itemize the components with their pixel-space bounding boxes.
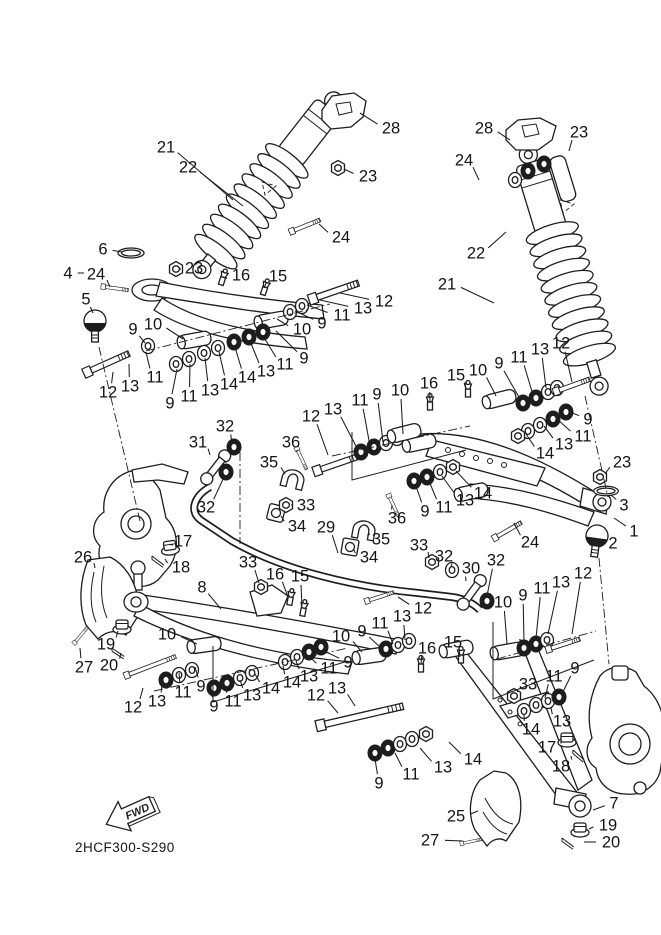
callout-14: 14 <box>473 484 493 503</box>
callout-leader-32 <box>214 477 224 499</box>
callout-18: 18 <box>551 757 571 776</box>
callout-leader-13 <box>442 476 455 494</box>
callout-12: 12 <box>551 334 571 353</box>
flange-nut <box>571 823 589 837</box>
callout-13: 13 <box>554 435 574 454</box>
washer <box>212 341 225 356</box>
shock-mount-bushing <box>537 156 552 173</box>
callout-14: 14 <box>463 750 483 769</box>
callout-leader-24 <box>319 224 328 232</box>
bolt <box>82 349 131 378</box>
callout-leader-17 <box>169 544 173 545</box>
callout-leader-14 <box>219 352 225 375</box>
callout-9: 9 <box>518 586 528 605</box>
callout-13: 13 <box>323 400 343 419</box>
callout-leader-9 <box>172 369 177 394</box>
callout-5: 5 <box>81 290 91 309</box>
callout-leader-35 <box>281 467 285 474</box>
callout-35: 35 <box>259 453 279 472</box>
callout-34: 34 <box>359 548 379 567</box>
callout-11: 11 <box>174 683 192 702</box>
bolt <box>72 626 90 646</box>
axis-line <box>599 558 609 664</box>
nut <box>280 498 293 513</box>
callout-leader-11 <box>429 481 437 499</box>
callout-leader-22 <box>488 232 506 248</box>
callout-23: 23 <box>358 167 378 186</box>
callout-9: 9 <box>196 677 206 696</box>
callout-13: 13 <box>299 667 319 686</box>
callout-leader-1 <box>614 518 626 526</box>
callout-leader-12 <box>340 293 369 299</box>
washer <box>406 732 419 747</box>
bolt <box>315 701 404 732</box>
callout-9: 9 <box>570 659 580 678</box>
callout-leader-13 <box>544 426 553 438</box>
callout-leader-14 <box>456 471 471 487</box>
callout-32: 32 <box>196 498 216 517</box>
callout-13: 13 <box>455 491 475 510</box>
callout-12: 12 <box>413 599 433 618</box>
callout-12: 12 <box>573 564 593 583</box>
shock-mount-bushing <box>521 163 536 180</box>
callout-23: 23 <box>612 453 632 472</box>
callout-28: 28 <box>381 119 401 138</box>
callout-leader-14 <box>235 347 241 369</box>
callout-leader-23 <box>569 140 572 151</box>
callout-7: 7 <box>609 794 619 813</box>
bushing <box>368 745 383 762</box>
callout-leader-11 <box>190 364 191 387</box>
callout-4: 4 <box>63 264 73 283</box>
callout-leader-10 <box>487 377 497 396</box>
callout-14: 14 <box>282 673 302 692</box>
callout-24: 24 <box>520 533 540 552</box>
callout-11: 11 <box>371 614 389 633</box>
callout-23: 23 <box>184 259 204 278</box>
callout-19: 19 <box>598 816 618 835</box>
nut <box>332 161 345 176</box>
callout-10: 10 <box>493 593 513 612</box>
callout-leader-32 <box>487 569 492 596</box>
callout-12: 12 <box>306 686 326 705</box>
callout-16: 16 <box>265 565 285 584</box>
upper-bracket-right <box>506 118 556 150</box>
flange-nut <box>113 620 131 634</box>
callout-leader-13 <box>348 694 355 706</box>
callout-13: 13 <box>392 607 412 626</box>
sway-bar-bushing <box>341 538 360 557</box>
callout-32: 32 <box>215 417 235 436</box>
callout-16: 16 <box>417 639 437 658</box>
washer <box>434 465 447 480</box>
callout-9: 9 <box>317 314 327 333</box>
callout-leader-12 <box>317 424 328 455</box>
callout-leader-11 <box>395 753 402 767</box>
bushing <box>227 439 242 456</box>
callout-11: 11 <box>533 579 551 598</box>
callout-9: 9 <box>372 385 382 404</box>
grease-fitting <box>217 268 229 286</box>
bushing <box>220 675 235 692</box>
fwd-arrow <box>100 788 162 839</box>
callout-leader-16 <box>226 277 227 279</box>
callout-9: 9 <box>343 653 353 672</box>
bushing <box>207 680 222 697</box>
callout-leader-11 <box>146 352 150 369</box>
callout-leader-16 <box>421 656 422 664</box>
callout-9: 9 <box>374 774 384 793</box>
callout-leader-9 <box>378 403 383 442</box>
callout-23: 23 <box>569 123 589 142</box>
bushing <box>219 464 234 481</box>
callout-20: 20 <box>99 656 119 675</box>
grease-fitting <box>299 599 309 616</box>
callout-9: 9 <box>583 410 593 429</box>
callout-15: 15 <box>290 567 310 586</box>
callout-30: 30 <box>461 559 481 578</box>
callout-14: 14 <box>219 375 239 394</box>
callout-11: 11 <box>180 387 198 406</box>
o-ring <box>594 486 619 496</box>
callout-leader-10 <box>166 328 183 339</box>
callout-15: 15 <box>446 366 466 385</box>
o-ring <box>118 248 144 258</box>
bolt <box>460 837 482 846</box>
callout-leader-12 <box>572 582 580 634</box>
washer <box>183 352 196 367</box>
callout-36: 36 <box>387 509 407 528</box>
callout-leader-31 <box>208 449 210 455</box>
callout-6: 6 <box>98 240 108 259</box>
bushing <box>227 334 242 351</box>
callout-13: 13 <box>147 692 167 711</box>
callout-leader-7 <box>593 806 605 810</box>
callout-10: 10 <box>468 361 488 380</box>
callout-1: 1 <box>629 522 639 541</box>
callout-24: 24 <box>86 265 106 284</box>
callout-26: 26 <box>73 548 93 567</box>
washer <box>509 173 522 188</box>
callout-leader-12 <box>140 688 143 699</box>
callout-leader-14 <box>449 742 461 754</box>
callout-11: 11 <box>574 427 592 446</box>
knuckle-right <box>587 666 661 794</box>
callout-29: 29 <box>316 518 336 537</box>
callout-24: 24 <box>454 151 474 170</box>
callout-10: 10 <box>390 381 410 400</box>
callout-11: 11 <box>351 391 369 410</box>
callout-21: 21 <box>437 275 457 294</box>
callout-12: 12 <box>123 698 143 717</box>
spring-marker-right <box>560 200 574 213</box>
callout-24: 24 <box>331 228 351 247</box>
callout-12: 12 <box>374 292 394 311</box>
bushing <box>242 329 257 346</box>
callout-16: 16 <box>419 374 439 393</box>
washer <box>186 663 199 678</box>
callout-2: 2 <box>608 534 618 553</box>
callout-leader-18 <box>571 756 572 760</box>
bolt <box>288 217 321 235</box>
ball-joint <box>583 524 609 559</box>
callout-leader-13 <box>542 358 546 388</box>
flange-nut <box>558 733 576 747</box>
bushing <box>407 473 422 490</box>
washer <box>234 671 247 686</box>
callout-11: 11 <box>545 667 563 686</box>
callout-35: 35 <box>371 530 391 549</box>
callout-leader-12 <box>398 597 409 604</box>
callout-9: 9 <box>357 622 367 641</box>
washer <box>530 698 543 713</box>
callout-9: 9 <box>165 394 175 413</box>
callout-19: 19 <box>96 635 116 654</box>
callout-leader-10 <box>504 611 507 644</box>
callout-9: 9 <box>209 697 219 716</box>
callout-leader-9 <box>562 676 571 694</box>
callout-13: 13 <box>551 573 571 592</box>
callout-11: 11 <box>276 355 294 374</box>
bushing-clamp <box>280 468 306 491</box>
callout-12: 12 <box>98 383 118 402</box>
callout-32: 32 <box>486 551 506 570</box>
bolt <box>307 278 360 305</box>
callout-17: 17 <box>537 738 557 757</box>
callout-10: 10 <box>143 315 163 334</box>
callout-leader-11 <box>524 365 533 395</box>
callout-34: 34 <box>287 517 307 536</box>
callout-15: 15 <box>443 633 463 652</box>
callout-14: 14 <box>261 679 281 698</box>
callout-leader-12 <box>328 701 338 713</box>
callout-9: 9 <box>494 354 504 373</box>
callout-22: 22 <box>466 244 486 263</box>
bushing <box>420 469 435 486</box>
callout-10: 10 <box>157 625 177 644</box>
callout-leader-33 <box>255 570 259 583</box>
washer <box>534 418 547 433</box>
callout-13: 13 <box>200 381 220 400</box>
callout-leader-13 <box>250 341 259 363</box>
callout-16: 16 <box>231 266 251 285</box>
callout-28: 28 <box>474 119 494 138</box>
callout-leader-13 <box>205 358 208 381</box>
callout-10: 10 <box>292 320 312 339</box>
washer <box>279 655 292 670</box>
callout-leader-23 <box>344 169 354 174</box>
callout-leader-11 <box>536 597 540 638</box>
callout-leader-2 <box>604 540 606 541</box>
callout-13: 13 <box>353 299 373 318</box>
callout-leader-9 <box>416 486 422 503</box>
washer <box>246 666 259 681</box>
callout-33: 33 <box>238 553 258 572</box>
washer <box>170 357 183 372</box>
skid-plate <box>470 771 520 846</box>
callout-11: 11 <box>510 348 528 367</box>
callout-8: 8 <box>197 578 207 597</box>
bolt <box>101 284 129 293</box>
bushing <box>256 324 271 341</box>
callout-9: 9 <box>299 349 309 368</box>
callout-33: 33 <box>296 496 316 515</box>
callout-leader-27 <box>445 840 463 841</box>
callout-25: 25 <box>446 807 466 826</box>
callout-15: 15 <box>268 267 288 286</box>
callout-13: 13 <box>327 679 347 698</box>
callout-14: 14 <box>237 368 257 387</box>
washer <box>198 346 211 361</box>
nut <box>512 429 525 444</box>
bushing <box>546 411 561 428</box>
callout-leader-13 <box>420 748 432 761</box>
callout-32: 32 <box>434 547 454 566</box>
callout-leader-12 <box>112 372 113 383</box>
callout-13: 13 <box>530 340 550 359</box>
callout-leader-23 <box>605 467 610 474</box>
callout-17: 17 <box>173 532 193 551</box>
callout-13: 13 <box>256 362 276 381</box>
callout-13: 13 <box>242 686 262 705</box>
callout-33: 33 <box>409 536 429 555</box>
callout-31: 31 <box>188 433 208 452</box>
callout-18: 18 <box>171 558 191 577</box>
callout-14: 14 <box>535 444 555 463</box>
callout-22: 22 <box>178 158 198 177</box>
pivot-collar <box>481 388 517 410</box>
callout-leader-28 <box>360 113 378 124</box>
callout-11: 11 <box>320 659 338 678</box>
callout-9: 9 <box>420 502 430 521</box>
callout-leader-11 <box>363 409 370 446</box>
callout-leader-3 <box>611 495 616 500</box>
callout-11: 11 <box>435 498 453 517</box>
callout-36: 36 <box>281 433 301 452</box>
callout-3: 3 <box>619 496 629 515</box>
callout-20: 20 <box>601 833 621 852</box>
callout-11: 11 <box>146 368 164 387</box>
washer <box>394 737 407 752</box>
bushing <box>159 672 174 689</box>
callout-21: 21 <box>156 138 176 157</box>
callout-13: 13 <box>433 758 453 777</box>
bushing <box>516 395 531 412</box>
ball-joint <box>84 310 106 342</box>
bushing <box>552 689 567 706</box>
callout-27: 27 <box>420 831 440 850</box>
callout-11: 11 <box>402 765 420 784</box>
washer <box>284 305 297 320</box>
callout-leader-19 <box>589 827 593 829</box>
callout-11: 11 <box>224 692 242 711</box>
fwd-label: FWD <box>123 801 152 823</box>
callout-11: 11 <box>333 306 351 325</box>
callout-33: 33 <box>518 675 538 694</box>
callout-leader-13 <box>341 417 358 450</box>
callout-12: 12 <box>301 407 321 426</box>
callout-leader-24 <box>473 167 479 180</box>
callout-27: 27 <box>74 658 94 677</box>
callout-leader-11 <box>557 419 571 431</box>
callout-leader-29 <box>332 535 338 553</box>
callout-13: 13 <box>552 712 572 731</box>
callout-13: 13 <box>120 377 140 396</box>
callout-leader-27 <box>80 648 81 658</box>
diagram-code: 2HCF300-S290 <box>75 840 175 855</box>
callout-10: 10 <box>331 627 351 646</box>
callout-9: 9 <box>128 320 138 339</box>
callout-leader-9 <box>523 604 524 641</box>
nut <box>420 727 433 742</box>
callout-leader-21 <box>461 287 494 303</box>
cotter-pin <box>560 838 576 849</box>
callout-14: 14 <box>521 720 541 739</box>
